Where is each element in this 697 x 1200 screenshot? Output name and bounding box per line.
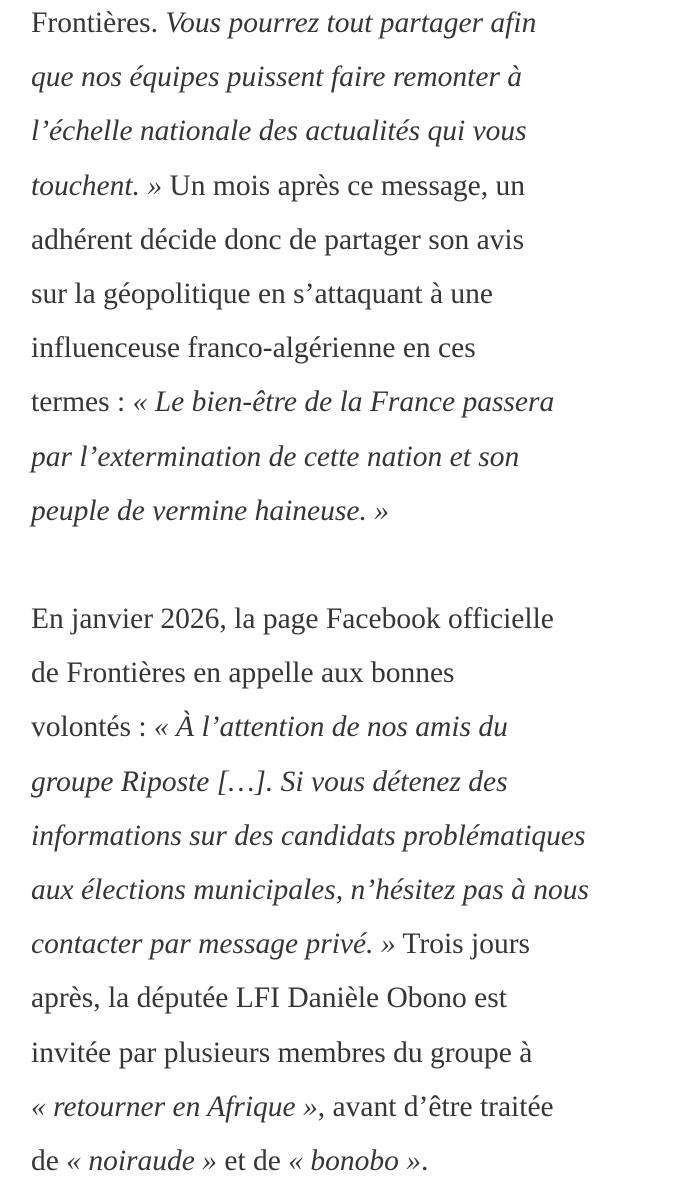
text-line bbox=[31, 917, 681, 971]
text-line bbox=[31, 430, 681, 484]
paragraph-frontieres-quote bbox=[31, 0, 681, 538]
quote-text: groupe Riposte […]. Si vous détenez des bbox=[31, 765, 508, 798]
text-line bbox=[31, 375, 681, 429]
text-line bbox=[31, 755, 681, 809]
text-line bbox=[31, 104, 681, 158]
text-run: Un mois après ce message, un bbox=[162, 169, 526, 202]
text-line bbox=[31, 484, 681, 538]
quote-text: Vous pourrez tout partager afin bbox=[165, 7, 537, 39]
quote-text: par l’extermination de cette nation et son bbox=[31, 440, 520, 473]
text-run: Trois jours bbox=[395, 928, 531, 961]
quote-text: l’échelle nationale des actualités qui vous bbox=[31, 115, 527, 148]
text-line bbox=[31, 646, 681, 700]
text-run: de Frontières en appelle aux bonnes bbox=[31, 657, 455, 690]
quote-text: contacter par message privé. » bbox=[31, 928, 396, 961]
article-body bbox=[31, 0, 681, 1188]
text-run: adhérent décide donc de partager son avis bbox=[31, 223, 525, 256]
text-run: Frontières. bbox=[31, 7, 166, 39]
text-line bbox=[31, 1134, 681, 1188]
quote-text: aux élections municipales, n’hésitez pas à nous bbox=[31, 874, 589, 906]
text-run: de bbox=[31, 1144, 67, 1177]
text-line bbox=[31, 700, 681, 754]
text-run: . bbox=[421, 1144, 429, 1177]
quote-text: peuple de vermine haineuse. » bbox=[31, 494, 389, 527]
text-run: et de bbox=[217, 1144, 289, 1177]
text-line bbox=[31, 1080, 681, 1134]
paragraph-gap bbox=[31, 538, 681, 592]
text-run: , avant d’être traitée bbox=[317, 1090, 554, 1123]
quote-text: « bonobo » bbox=[288, 1144, 422, 1177]
text-line bbox=[31, 971, 681, 1025]
quote-text: « noiraude » bbox=[66, 1144, 217, 1177]
text-line bbox=[31, 0, 681, 50]
text-line bbox=[31, 159, 681, 213]
text-line bbox=[31, 863, 681, 917]
text-line bbox=[31, 1026, 681, 1080]
text-line bbox=[31, 809, 681, 863]
paragraph-facebook-call bbox=[31, 592, 681, 1188]
quote-text: touchent. » bbox=[31, 169, 163, 202]
quote-text: « retourner en Afrique » bbox=[31, 1090, 318, 1123]
text-run: après, la députée LFI Danièle Obono est bbox=[31, 982, 507, 1015]
text-line bbox=[31, 592, 681, 646]
text-run: sur la géopolitique en s’attaquant à une bbox=[31, 277, 494, 310]
text-line bbox=[31, 267, 681, 321]
quote-text: informations sur des candidats problématiques bbox=[31, 819, 586, 852]
text-run: volontés : bbox=[31, 711, 154, 744]
text-line bbox=[31, 213, 681, 267]
text-run: influenceuse franco-algérienne en ces bbox=[31, 332, 476, 365]
quote-text: « Le bien-être de la France passera bbox=[132, 386, 555, 419]
quote-text: « À l’attention de nos amis du bbox=[153, 711, 508, 744]
text-line bbox=[31, 50, 681, 104]
text-run: En janvier 2026, la page Facebook officielle bbox=[31, 603, 554, 636]
text-run: termes : bbox=[31, 386, 133, 419]
quote-text: que nos équipes puissent faire remonter à bbox=[31, 61, 523, 94]
text-run: invitée par plusieurs membres du groupe à bbox=[31, 1036, 533, 1069]
text-line bbox=[31, 321, 681, 375]
